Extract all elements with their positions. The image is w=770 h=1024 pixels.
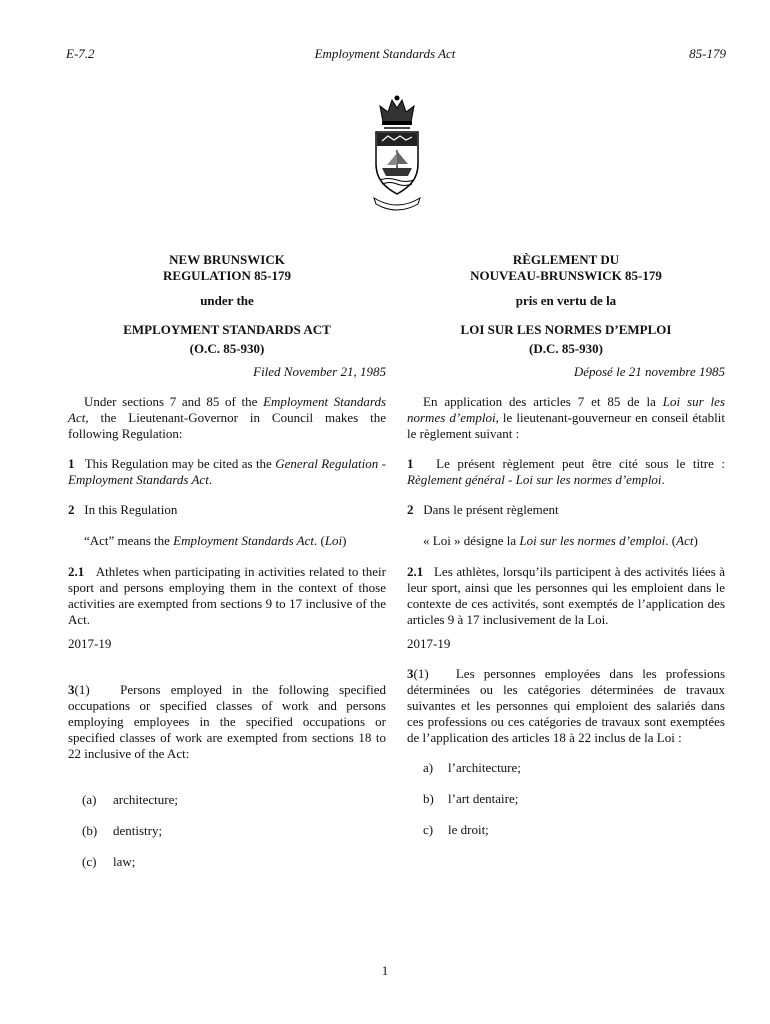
fr-section-1: 1 Le présent règlement peut être cité sous le titre : Règlement général - Loi sur les normes d’emploi.: [407, 456, 726, 487]
fr-under-the: pris en vertu de la: [515, 293, 617, 308]
en-order-in-council: (O.C. 85-930): [189, 341, 265, 356]
header-chapter: E-7.2: [66, 46, 95, 61]
en-enacting-clause: Under sections 7 and 85 of the Employment Standards Act, the Lieutenant-Governor in Council makes the following Regulation:: [68, 394, 386, 441]
fr-filed-date: Déposé le 21 novembre 1985: [573, 364, 725, 379]
en-filed-date: Filed November 21, 1985: [253, 364, 386, 379]
header-regulation-number: 85-179: [689, 46, 726, 61]
fr-section-2-1: 2.1 Les athlètes, lorsqu’ils participent à des activités liées à leur sport, ainsi que les personnes qui les emploient dans le contexte de ces activités, sont exemptés de l’application des articles 9 à 17 inclusivement de la Loi.: [407, 564, 726, 627]
en-list-item: (b) dentistry;: [82, 823, 163, 838]
fr-act-name: LOI SUR LES NORMES D’EMPLOI: [460, 322, 672, 337]
coat-of-arms-icon: [368, 94, 426, 214]
en-section-2: 2 In this Regulation: [68, 502, 178, 517]
fr-section-2: 2 Dans le présent règlement: [407, 502, 559, 517]
fr-amendment-year: 2017-19: [407, 636, 451, 651]
en-amendment-year: 2017-19: [68, 636, 112, 651]
en-list-item: (a) architecture;: [82, 792, 178, 807]
en-definition-act: “Act” means the Employment Standards Act. (Loi): [84, 533, 347, 548]
english-column: [68, 252, 386, 870]
french-column: [407, 252, 725, 838]
fr-enacting-clause: En application des articles 7 et 85 de la Loi sur les normes d’emploi, le lieutenant-gouverneur en conseil établit le règlement suivant :: [407, 394, 725, 441]
en-title-line-1: NEW BRUNSWICK: [169, 252, 285, 267]
fr-definition-loi: « Loi » désigne la Loi sur les normes d’emploi. (Act): [423, 533, 698, 548]
en-title-line-2: REGULATION 85-179: [163, 268, 291, 283]
header-title: Employment Standards Act: [314, 46, 456, 61]
fr-list-item: c) le droit;: [423, 822, 489, 837]
fr-list-item: b) l’art dentaire;: [423, 791, 519, 806]
en-under-the: under the: [200, 293, 254, 308]
fr-title-line-2: NOUVEAU-BRUNSWICK 85-179: [470, 268, 662, 283]
fr-section-3: 3(1) Les personnes employées dans les professions déterminées ou les catégories déterminées de travaux suivantes et les personnes qui emploient des salariés dans ces professions ou ces catégories de travaux sont exemptées de l’application des articles 18 à 22 inclus de la Loi :: [407, 666, 725, 745]
page-number: 1: [381, 963, 389, 978]
fr-list-item: a) l’architecture;: [423, 760, 521, 775]
en-section-1: 1 This Regulation may be cited as the General Regulation - Employment Standards Act.: [68, 456, 386, 487]
fr-order-in-council: (D.C. 85-930): [528, 341, 603, 356]
en-section-3: 3(1) Persons employed in the following specified occupations or specified classes of work and persons employing employees in the specified occupations or specified classes of work are exempted from sections 18 to 22 inclusive of the Act:: [68, 682, 387, 761]
en-act-name: EMPLOYMENT STANDARDS ACT: [123, 322, 331, 337]
fr-title-line-1: RÈGLEMENT DU: [512, 252, 620, 267]
en-list-item: (c) law;: [82, 854, 136, 869]
en-section-2-1: 2.1 Athletes when participating in activities related to their sport and persons employing them in the context of those activities are exempted from sections 9 to 17 inclusive of the Act.: [68, 564, 386, 627]
